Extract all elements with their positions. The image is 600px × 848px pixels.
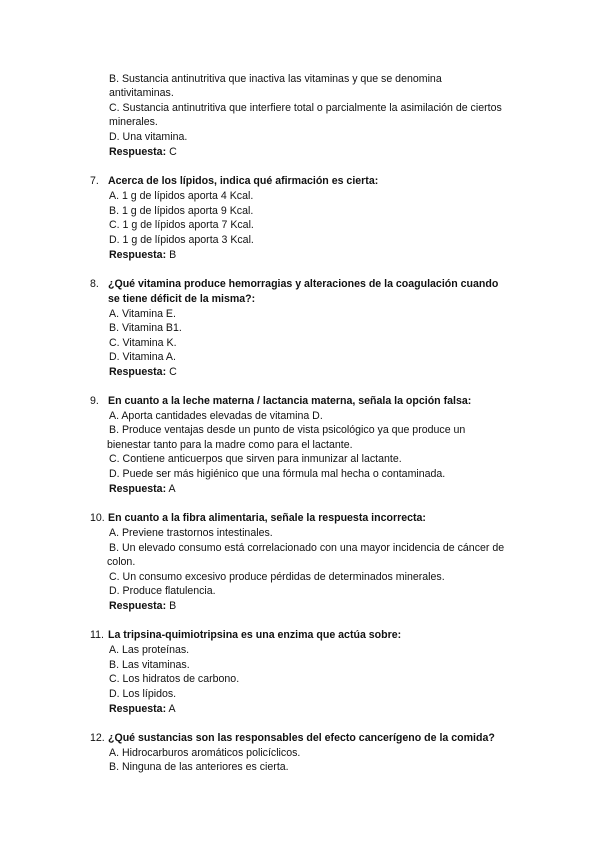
answer-label: Respuesta:: [109, 600, 167, 612]
option: colon.: [107, 556, 136, 568]
answer: [109, 702, 176, 716]
answer-label: Respuesta:: [109, 483, 167, 495]
option: B. Ninguna de las anteriores es cierta.: [109, 761, 289, 773]
question-text: En cuanto a la leche materna / lactancia materna, señala la opción falsa:: [108, 395, 472, 407]
answer-label: Respuesta:: [109, 703, 167, 715]
answer: [109, 599, 176, 613]
question-number: 7.: [90, 175, 99, 187]
option: C. 1 g de lípidos aporta 7 Kcal.: [109, 219, 254, 231]
option: B. Las vitaminas.: [109, 659, 190, 671]
answer: [109, 248, 176, 262]
answer-value: B: [169, 600, 177, 612]
option: B. Vitamina B1.: [109, 322, 182, 334]
option: C. Contiene anticuerpos que sirven para inmunizar al lactante.: [109, 453, 402, 465]
answer: [109, 365, 177, 379]
option: D. Produce flatulencia.: [109, 585, 216, 597]
option: A. Previene trastornos intestinales.: [109, 527, 273, 539]
question-text: La tripsina-quimiotripsina es una enzima que actúa sobre:: [108, 629, 402, 641]
intro-line: antivitaminas.: [109, 87, 174, 99]
option: D. Puede ser más higiénico que una fórmula mal hecha o contaminada.: [109, 468, 446, 480]
answer-value: A: [168, 703, 176, 715]
question-text: Acerca de los lípidos, indica qué afirmación es cierta:: [108, 175, 379, 187]
question-text: ¿Qué vitamina produce hemorragias y alteraciones de la coagulación cuando: [108, 278, 499, 290]
option: C. Un consumo excesivo produce pérdidas de determinados minerales.: [109, 571, 445, 583]
intro-line: D. Una vitamina.: [109, 131, 188, 143]
answer-value: C: [169, 366, 177, 378]
question-number: 8.: [90, 278, 99, 290]
option: B. 1 g de lípidos aporta 9 Kcal.: [109, 205, 254, 217]
option: C. Los hidratos de carbono.: [109, 673, 240, 685]
option: bienestar tanto para la madre como para el lactante.: [107, 439, 353, 451]
intro-answer: [109, 145, 177, 159]
question-number: 12.: [90, 732, 105, 744]
answer-value: A: [168, 483, 176, 495]
answer-label: Respuesta:: [109, 366, 167, 378]
question-text: ¿Qué sustancias son las responsables del efecto cancerígeno de la comida?: [108, 732, 495, 744]
answer-label: Respuesta:: [109, 249, 167, 261]
option: C. Vitamina K.: [109, 337, 177, 349]
option: B. Un elevado consumo está correlacionado con una mayor incidencia de cáncer de: [109, 542, 505, 554]
question-number: 11.: [90, 629, 104, 641]
option: A. Hidrocarburos aromáticos policíclicos.: [109, 747, 301, 759]
option: D. 1 g de lípidos aporta 3 Kcal.: [109, 234, 254, 246]
option: A. Las proteínas.: [109, 644, 190, 656]
answer-label: Respuesta:: [109, 146, 167, 158]
answer-value: C: [169, 146, 177, 158]
option: A. Aporta cantidades elevadas de vitamina D.: [109, 410, 323, 422]
intro-line: B. Sustancia antinutritiva que inactiva las vitaminas y que se denomina: [109, 73, 442, 85]
option: D. Vitamina A.: [109, 351, 176, 363]
option: B. Produce ventajas desde un punto de vista psicológico ya que produce un: [109, 424, 466, 436]
intro-line: minerales.: [109, 116, 158, 128]
option: D. Los lípidos.: [109, 688, 177, 700]
question-text: En cuanto a la fibra alimentaria, señale la respuesta incorrecta:: [108, 512, 426, 524]
question-number: 9.: [90, 395, 99, 407]
option: A. 1 g de lípidos aporta 4 Kcal.: [109, 190, 254, 202]
option: A. Vitamina E.: [109, 308, 176, 320]
answer-value: B: [169, 249, 177, 261]
intro-line: C. Sustancia antinutritiva que interfiere total o parcialmente la asimilación de ciertos: [109, 102, 502, 114]
question-number: 10.: [90, 512, 105, 524]
question-text-cont: se tiene déficit de la misma?:: [108, 293, 256, 305]
answer: [109, 482, 176, 496]
